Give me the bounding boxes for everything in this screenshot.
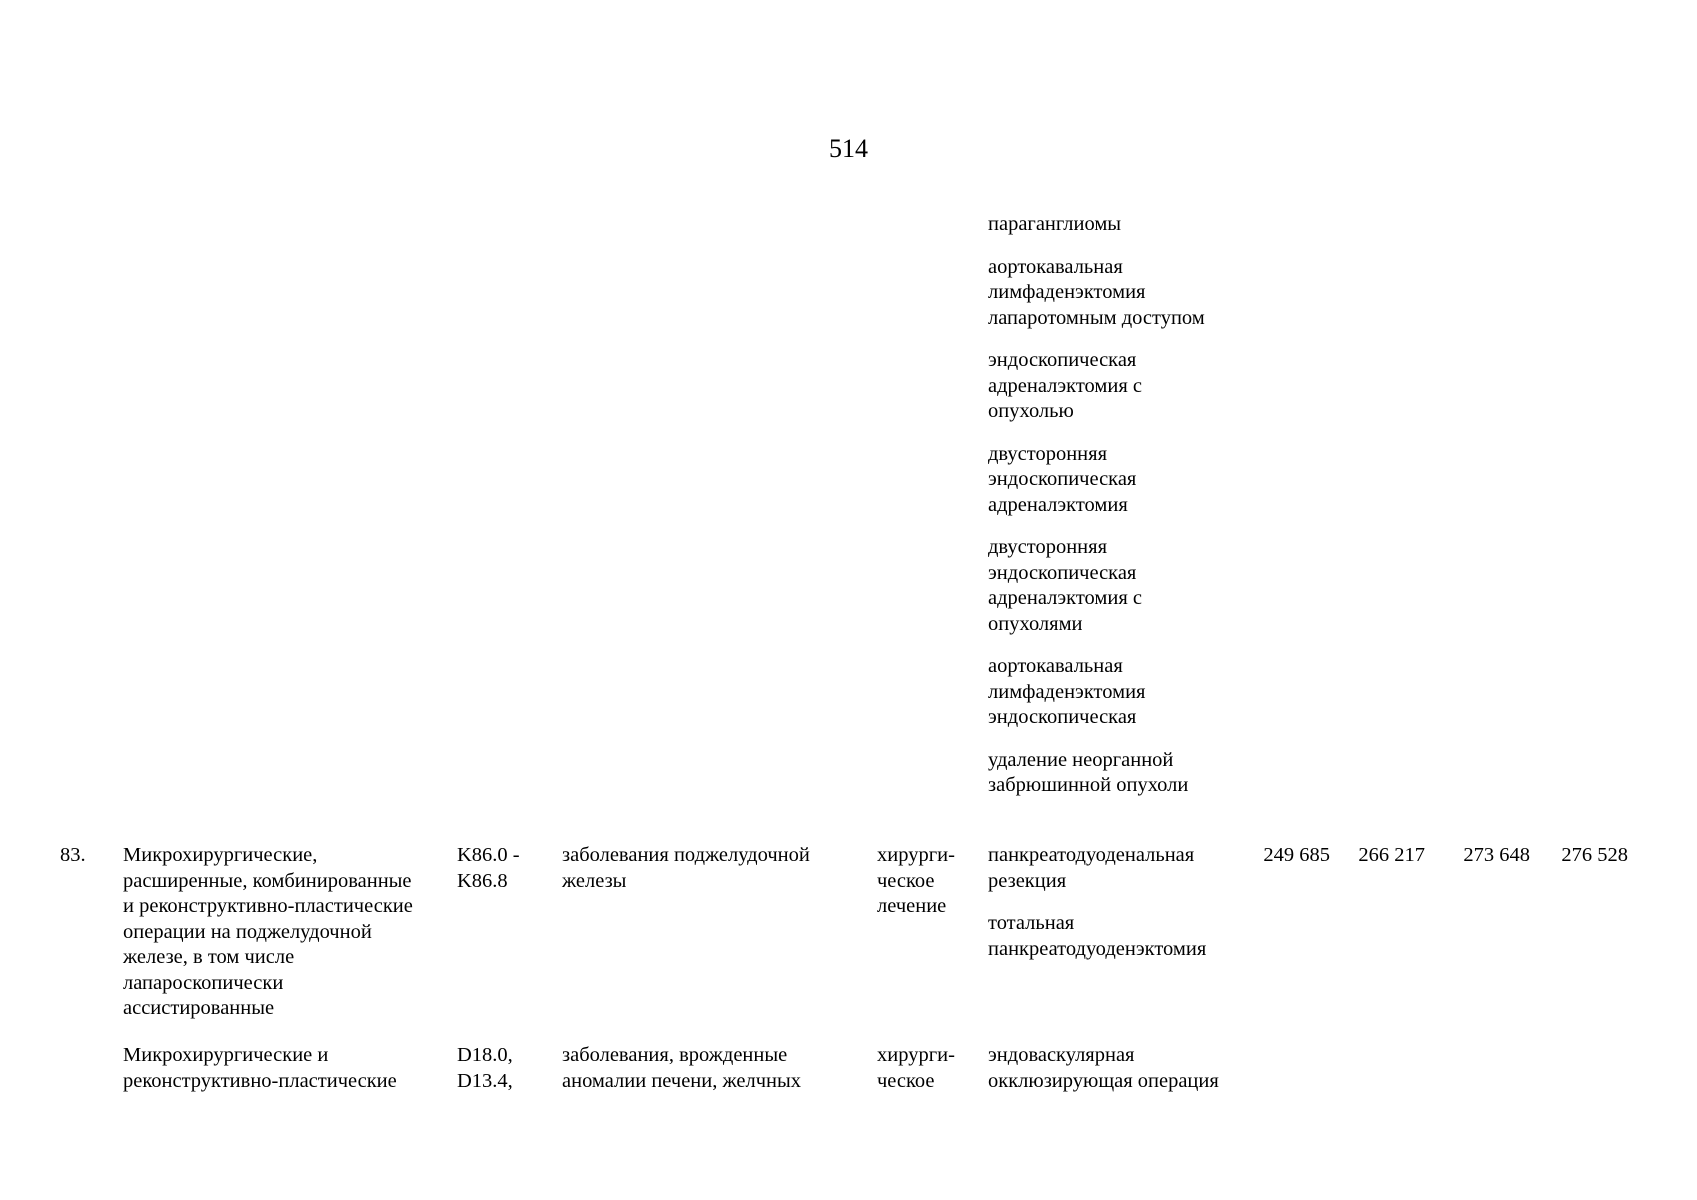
- method-text: панкреатодуоденальная резекция: [988, 844, 1195, 892]
- method-text: удаление неорганной забрюшинной опухоли: [988, 748, 1189, 796]
- row-name: Микрохирургические и реконструктивно-пластические: [123, 1044, 397, 1092]
- method-text: эндоваскулярная окклюзирующая операция: [988, 1044, 1219, 1092]
- method-text: тотальная панкреатодуоденэктомия: [988, 912, 1207, 960]
- method-text: эндоскопическая адреналэктомия с опухолью: [988, 349, 1142, 422]
- row-model: заболевания поджелудочной железы: [562, 844, 810, 892]
- row-codes: D18.0, D13.4,: [457, 1044, 513, 1092]
- method-text: аортокавальная лимфаденэктомия эндоскопическая: [988, 655, 1146, 728]
- cost-value: 266 217: [1358, 844, 1425, 866]
- row-number: 83.: [60, 844, 86, 866]
- row-name: Микрохирургические, расширенные, комбинированные и реконструктивно-пластические операции на поджелудочной железе, в том числе лапароскопически ассистированные: [123, 844, 413, 1019]
- method-text: параганглиомы: [988, 213, 1122, 235]
- row-methods: [988, 1043, 1258, 1094]
- method-text: двусторонняя эндоскопическая адреналэктомия: [988, 442, 1137, 516]
- continuation-methods: [988, 212, 1258, 799]
- row-treatment: хирурги- ческое: [877, 1044, 955, 1092]
- row-model: заболевания, врожденные аномалии печени, желчных: [562, 1044, 802, 1092]
- method-text: аортокавальная лимфаденэктомия лапаротомным доступом: [988, 255, 1205, 329]
- row-codes: K86.0 - K86.8: [457, 844, 520, 892]
- page-number: 514: [829, 134, 868, 163]
- cost-value: 273 648: [1463, 844, 1530, 866]
- method-text: двусторонняя эндоскопическая адреналэктомия с опухолями: [988, 536, 1142, 635]
- row-methods: [988, 843, 1258, 962]
- cost-value: 276 528: [1561, 844, 1628, 866]
- row-treatment: хирурги- ческое лечение: [877, 844, 955, 917]
- cost-value: 249 685: [1263, 844, 1330, 866]
